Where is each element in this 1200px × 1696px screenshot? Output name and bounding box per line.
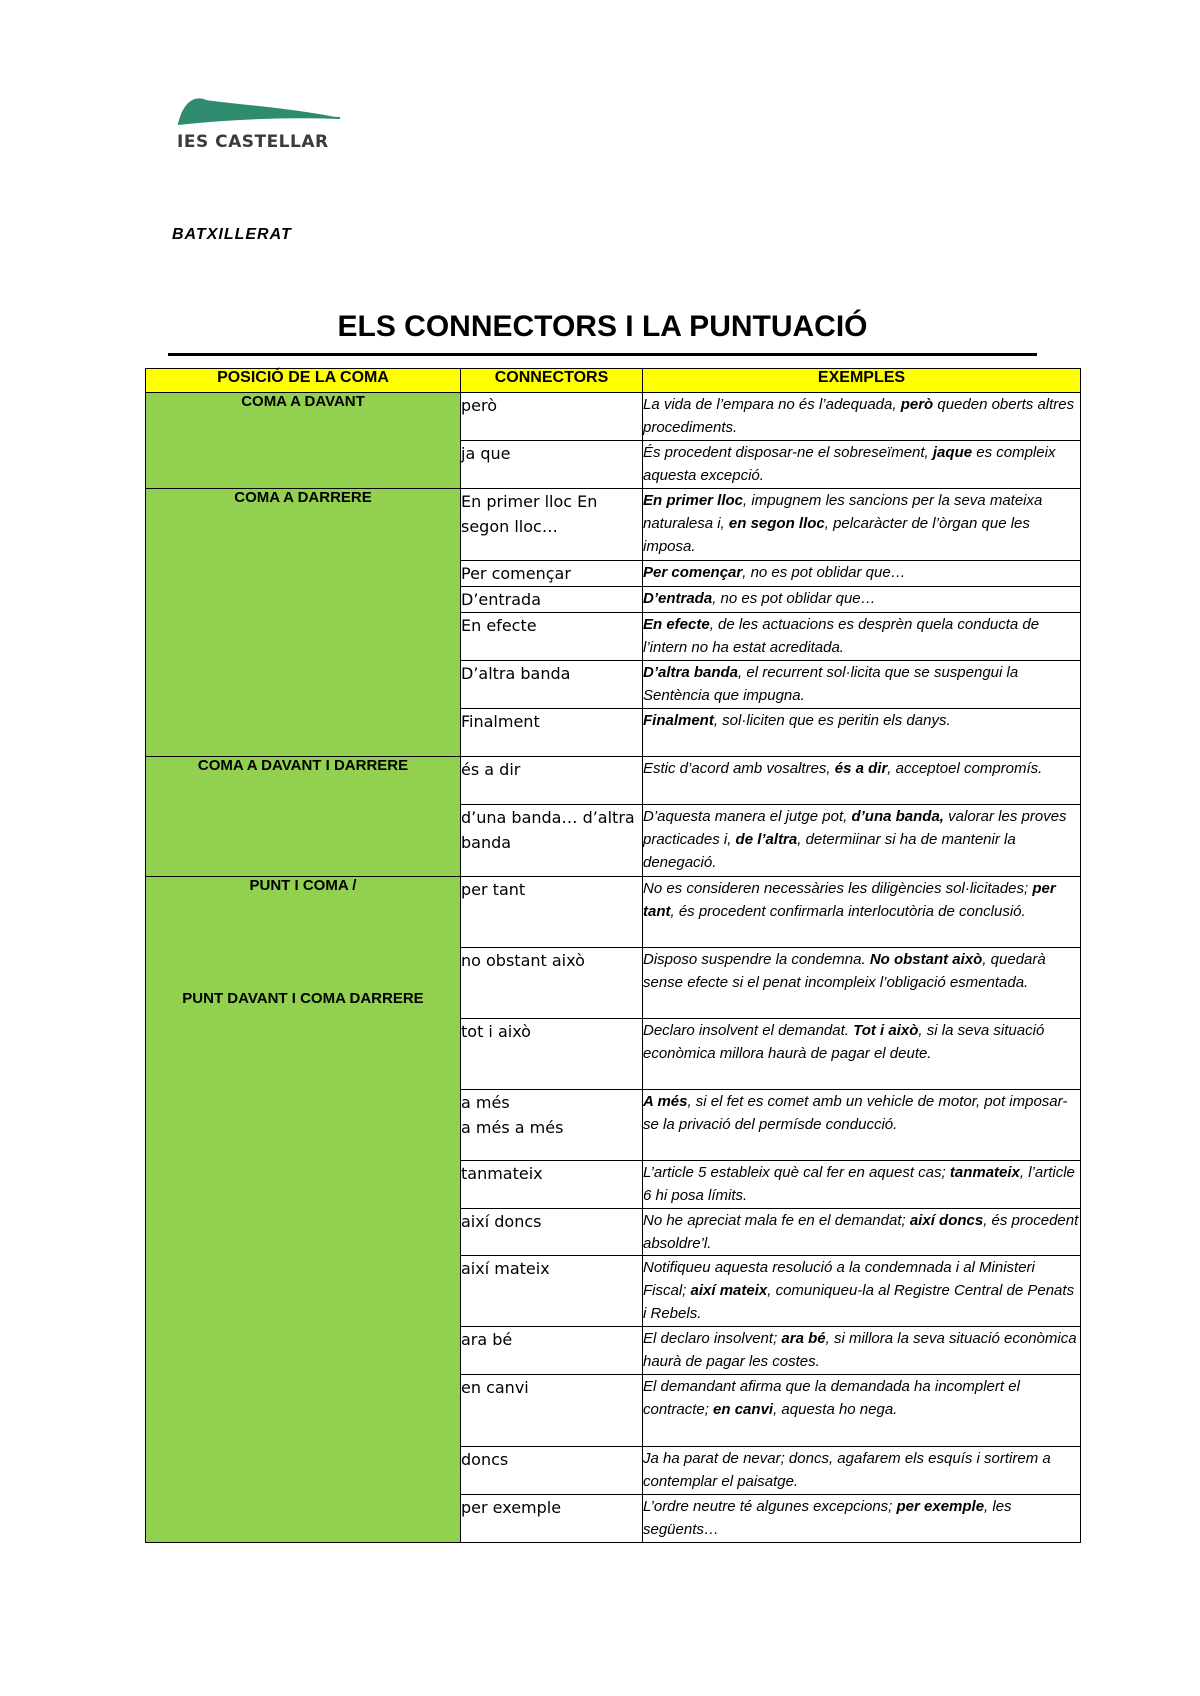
example-cell <box>643 1447 1081 1495</box>
example-text: , acceptoel compromís. <box>887 760 1043 777</box>
connector-cell: doncs <box>461 1447 643 1495</box>
column-header-position: POSICIÓ DE LA COMA <box>146 369 461 393</box>
example-text: , si la seva situació econòmica millora haurà de pagar el deute. <box>643 1022 1045 1062</box>
example-text: Estic d’acord amb vosaltres, <box>643 760 835 777</box>
example-text: , aquesta ho nega. <box>773 1401 898 1418</box>
example-text: queden oberts altres procediments. <box>643 396 1075 436</box>
example-cell <box>643 1161 1081 1209</box>
example-highlight: No obstant això <box>869 951 983 968</box>
example-text: , quedarà sense efecte si el penat incompleix l’obligació esmentada. <box>643 951 1046 991</box>
example-text: valorar les proves practicades i, <box>643 808 1067 848</box>
example-highlight: tanmateix <box>949 1164 1020 1181</box>
example-cell <box>643 805 1081 877</box>
example-text: , si millora la seva situació econòmica haurà de pagar les costes. <box>643 1330 1077 1370</box>
example-text: És procedent disposar-ne el sobreseïment, <box>643 444 933 461</box>
connector-text-secondary: a més a més <box>461 1118 564 1137</box>
example-text: , és procedent absoldre’l. <box>643 1212 1079 1252</box>
example-cell <box>643 948 1081 1019</box>
example-cell <box>643 661 1081 709</box>
example-cell <box>643 709 1081 757</box>
label-spacer <box>146 894 460 990</box>
connector-cell: ara bé <box>461 1327 643 1375</box>
example-cell <box>643 587 1081 613</box>
example-text: Declaro insolvent el demandat. <box>643 1022 854 1039</box>
example-cell <box>643 1495 1081 1543</box>
connector-cell: però <box>461 393 643 441</box>
example-highlight: però <box>900 396 934 413</box>
example-cell <box>643 1375 1081 1447</box>
example-highlight: A més <box>643 1093 688 1110</box>
group-label-cell <box>146 757 461 877</box>
example-cell <box>643 561 1081 587</box>
connector-cell: Per començar <box>461 561 643 587</box>
example-cell <box>643 1327 1081 1375</box>
example-highlight: Per començar <box>643 564 743 581</box>
example-text: , sol·liciten que es peritin els danys. <box>713 712 951 729</box>
example-highlight: jaque <box>932 444 973 461</box>
example-highlight: en segon lloc <box>728 515 825 532</box>
group-label-cell <box>146 489 461 757</box>
example-text: L’article 5 estableix què cal fer en aquest cas; <box>643 1164 950 1181</box>
example-highlight: així mateix <box>690 1282 768 1299</box>
example-highlight: ara bé <box>781 1330 826 1347</box>
connector-cell: tanmateix <box>461 1161 643 1209</box>
example-highlight: Finalment <box>643 712 714 729</box>
example-cell <box>643 1256 1081 1327</box>
example-highlight: D’altra banda <box>643 664 739 681</box>
example-cell <box>643 1209 1081 1256</box>
example-text: , les següents… <box>643 1498 1012 1538</box>
course-level: BATXILLERAT <box>172 226 292 243</box>
connector-cell: D’entrada <box>461 587 643 613</box>
example-highlight: En efecte <box>643 616 710 633</box>
example-text: , comuniqueu-la al Registre Central de Penats i Rebels. <box>643 1282 1075 1322</box>
example-cell <box>643 489 1081 561</box>
group-label: COMA A DARRERE <box>234 489 372 506</box>
example-highlight: de l’altra <box>735 831 798 848</box>
connector-cell: D’altra banda <box>461 661 643 709</box>
table-header-row <box>146 369 1081 393</box>
example-highlight: Tot i això <box>853 1022 919 1039</box>
group-label: COMA A DAVANT <box>241 393 365 410</box>
table-row <box>146 489 1081 561</box>
connector-cell: tot i això <box>461 1019 643 1090</box>
example-text: , l’article 6 hi posa límits. <box>643 1164 1075 1204</box>
example-highlight: d’una banda, <box>851 808 944 825</box>
example-text: , determiinar si ha de mantenir la denegació. <box>643 831 1016 871</box>
example-highlight: per tant <box>643 880 1056 920</box>
table-row <box>146 757 1081 805</box>
example-cell <box>643 1019 1081 1090</box>
example-cell <box>643 757 1081 805</box>
example-highlight: és a dir <box>834 760 888 777</box>
connector-cell: En primer lloc En segon lloc… <box>461 489 643 561</box>
example-highlight: així doncs <box>909 1212 984 1229</box>
example-cell <box>643 441 1081 489</box>
column-header-connectors: CONNECTORS <box>461 369 643 393</box>
example-text: , és procedent confirmarla interlocutòria de conclusió. <box>670 903 1026 920</box>
example-highlight: en canvi <box>713 1401 774 1418</box>
group-label-secondary: PUNT DAVANT I COMA DARRERE <box>182 990 424 1007</box>
example-text: L’ordre neutre té algunes excepcions; <box>643 1498 897 1515</box>
group-label-cell <box>146 393 461 489</box>
connector-cell: així mateix <box>461 1256 643 1327</box>
example-highlight: D’entrada <box>643 590 713 607</box>
group-label: PUNT I COMA / <box>249 877 357 894</box>
connectors-table <box>145 368 1081 1543</box>
example-text: Disposo suspendre la condemna. <box>643 951 870 968</box>
example-highlight: per exemple <box>896 1498 985 1515</box>
school-name: IES CASTELLAR <box>177 132 329 152</box>
example-text: , no es pot oblidar que… <box>712 590 876 607</box>
title-underline <box>168 353 1037 356</box>
table-row <box>146 877 1081 948</box>
group-label: COMA A DAVANT I DARRERE <box>197 757 409 774</box>
example-cell <box>643 1090 1081 1161</box>
example-text: , si el fet es comet amb un vehicle de motor, pot imposar-se la privació del permísde conducció. <box>643 1093 1068 1133</box>
connector-cell: En efecte <box>461 613 643 661</box>
connector-cell: no obstant això <box>461 948 643 1019</box>
connector-cell <box>461 1090 643 1161</box>
example-text: , de les actuacions es desprèn quela conducta de l’intern no ha estat acreditada. <box>643 616 1040 656</box>
connector-cell: ja que <box>461 441 643 489</box>
logo-wave-icon <box>172 90 342 130</box>
group-label-cell <box>146 877 461 1543</box>
example-text: El declaro insolvent; <box>643 1330 782 1347</box>
column-header-examples: EXEMPLES <box>643 369 1081 393</box>
connector-cell: així doncs <box>461 1209 643 1256</box>
example-text: es compleix aquesta excepció. <box>643 444 1056 484</box>
school-logo <box>172 90 342 160</box>
table-row <box>146 393 1081 441</box>
example-text: Notifiqueu aquesta resolució a la condemnada i al Ministeri Fiscal; <box>643 1259 1035 1299</box>
connector-cell: per tant <box>461 877 643 948</box>
example-text: , no es pot oblidar que… <box>742 564 906 581</box>
example-text: El demandant afirma que la demandada ha incomplert el contracte; <box>643 1378 1020 1418</box>
connector-cell: en canvi <box>461 1375 643 1447</box>
example-cell <box>643 877 1081 948</box>
page-title: ELS CONNECTORS I LA PUNTUACIÓ <box>337 310 868 343</box>
connector-cell: és a dir <box>461 757 643 805</box>
example-text: D’aquesta manera el jutge pot, <box>643 808 852 825</box>
example-text: , el recurrent sol·licita que se suspengui la Sentència que impugna. <box>643 664 1019 704</box>
example-cell <box>643 613 1081 661</box>
example-cell <box>643 393 1081 441</box>
example-text: La vida de l’empara no és l’adequada, <box>643 396 901 413</box>
example-text: No es consideren necessàries les diligències sol·licitades; <box>643 880 1033 897</box>
example-highlight: En primer lloc <box>643 492 744 509</box>
example-text: Ja ha parat de nevar; doncs, agafarem els esquís i sortirem a contemplar el paisatge. <box>643 1450 1051 1490</box>
connector-text: a més <box>461 1093 510 1112</box>
connector-cell: per exemple <box>461 1495 643 1543</box>
example-text: No he apreciat mala fe en el demandat; <box>643 1212 910 1229</box>
connector-cell: d’una banda… d’altra banda <box>461 805 643 877</box>
example-text: , impugnem les sancions per la seva mateixa naturalesa i, <box>643 492 1043 532</box>
example-text: , pelcaràcter de l’òrgan que les imposa. <box>643 515 1030 555</box>
connector-cell: Finalment <box>461 709 643 757</box>
